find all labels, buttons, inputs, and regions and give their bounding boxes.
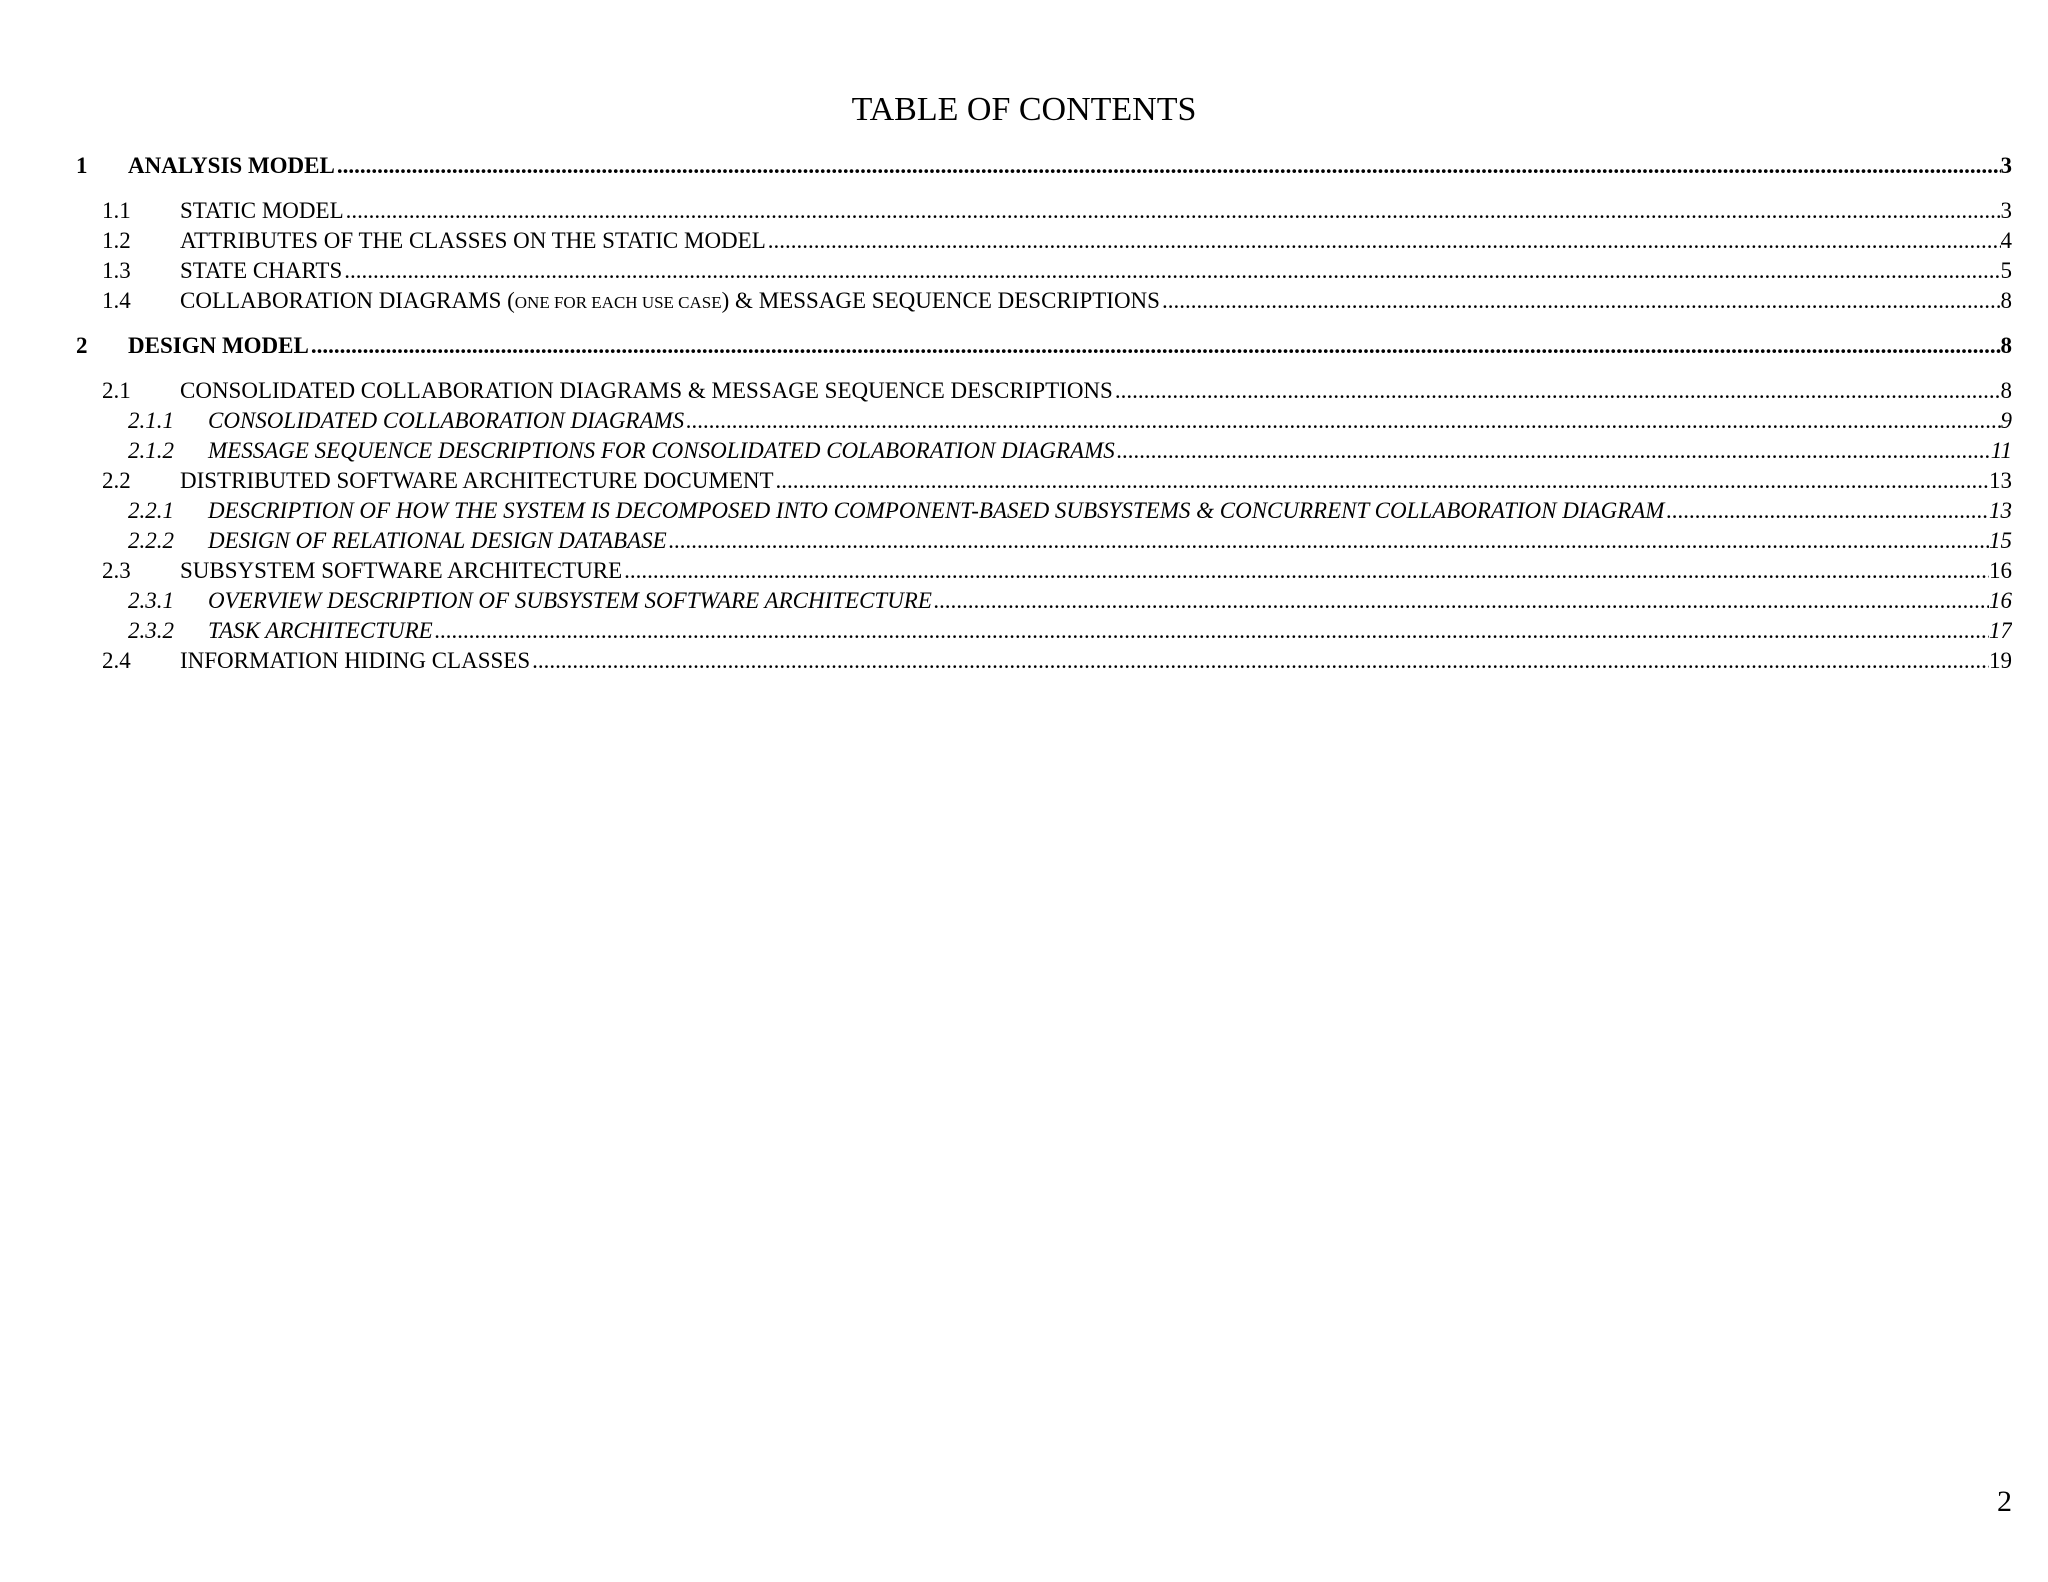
toc-entry-2-4[interactable] xyxy=(102,646,2012,676)
toc-entry-title-part: COLLABORATION DIAGRAMS ( xyxy=(180,288,515,313)
toc-entry-number: 2 xyxy=(76,333,88,358)
toc-entry-title: CONSOLIDATED COLLABORATION DIAGRAMS & MESSAGE SEQUENCE DESCRIPTIONS xyxy=(180,378,1113,403)
toc-entry-2[interactable] xyxy=(76,331,2012,361)
toc-entry-page: 16 xyxy=(1989,558,2012,583)
toc-leader-dots xyxy=(309,331,2001,361)
toc-entry-title: DISTRIBUTED SOFTWARE ARCHITECTURE DOCUMENT xyxy=(180,468,774,493)
toc-entry-1[interactable] xyxy=(76,151,2012,181)
toc-entry-page: 3 xyxy=(2000,153,2012,178)
toc-entry-2-3-2[interactable] xyxy=(128,616,2012,646)
toc-leader-dots xyxy=(932,586,1989,616)
toc-leader-dots xyxy=(1113,376,2001,406)
toc-entry-number: 2.1.2 xyxy=(128,438,174,463)
toc-entry-number: 1.1 xyxy=(102,198,131,223)
toc-entry-page: 3 xyxy=(2000,198,2012,223)
toc-entry-page: 16 xyxy=(1989,588,2012,613)
toc-entry-title: MESSAGE SEQUENCE DESCRIPTIONS FOR CONSOLIDATED COLABORATION DIAGRAMS xyxy=(208,438,1115,463)
toc-entry-page: 9 xyxy=(2000,408,2012,433)
toc-leader-dots xyxy=(667,526,1989,556)
toc-leader-dots xyxy=(344,196,2001,226)
toc-entry-page: 19 xyxy=(1989,648,2012,673)
toc-entry-number: 2.3 xyxy=(102,558,131,583)
toc-leader-dots xyxy=(1160,286,2001,316)
toc-entry-1-1[interactable] xyxy=(102,196,2012,226)
toc-entry-number: 2.1.1 xyxy=(128,408,174,433)
toc-entry-title: CONSOLIDATED COLLABORATION DIAGRAMS xyxy=(208,408,685,433)
toc-entry-number: 2.2.1 xyxy=(128,498,174,523)
toc-entry-title: INFORMATION HIDING CLASSES xyxy=(180,648,531,673)
toc-leader-dots xyxy=(530,646,1989,676)
toc-entry-title: TASK ARCHITECTURE xyxy=(208,618,433,643)
toc-entry-number: 1 xyxy=(76,153,88,178)
toc-entry-page: 15 xyxy=(1989,528,2012,553)
toc-entry-page: 8 xyxy=(2000,333,2012,358)
toc-entry-title xyxy=(180,286,1160,316)
toc-entry-2-3[interactable] xyxy=(102,556,2012,586)
toc-leader-dots xyxy=(774,466,1989,496)
toc-entry-page: 11 xyxy=(1990,438,2012,463)
toc-entry-title: ANALYSIS MODEL xyxy=(128,153,335,178)
toc-entry-2-2-1[interactable] xyxy=(128,496,2012,526)
toc-entry-title: STATE CHARTS xyxy=(180,258,343,283)
page-title: TABLE OF CONTENTS xyxy=(851,91,1197,128)
toc-entry-1-2[interactable] xyxy=(102,226,2012,256)
toc-entry-number: 2.2 xyxy=(102,468,131,493)
toc-entry-1-3[interactable] xyxy=(102,256,2012,286)
toc-entry-title: SUBSYSTEM SOFTWARE ARCHITECTURE xyxy=(180,558,623,583)
toc-entry-2-1-2[interactable] xyxy=(128,436,2012,466)
toc-entry-number: 2.2.2 xyxy=(128,528,174,553)
toc-leader-dots xyxy=(684,406,2000,436)
toc-leader-dots xyxy=(335,151,2001,181)
toc-leader-dots xyxy=(1664,496,1989,526)
toc-leader-dots xyxy=(622,556,1989,586)
toc-entry-title-part: ) & MESSAGE SEQUENCE DESCRIPTIONS xyxy=(721,288,1160,313)
toc-leader-dots xyxy=(1115,436,1991,466)
toc-entry-title-smallcaps: ONE FOR EACH USE CASE xyxy=(514,293,722,312)
toc-entry-number: 2.1 xyxy=(102,378,131,403)
toc-entry-page: 8 xyxy=(2000,288,2012,313)
toc-entry-2-3-1[interactable] xyxy=(128,586,2012,616)
toc-entry-2-2[interactable] xyxy=(102,466,2012,496)
toc-entry-2-1[interactable] xyxy=(102,376,2012,406)
toc-entry-number: 1.2 xyxy=(102,228,131,253)
toc-entry-page: 13 xyxy=(1989,498,2012,523)
toc-entry-number: 2.3.1 xyxy=(128,588,174,613)
toc-entry-title: DESCRIPTION OF HOW THE SYSTEM IS DECOMPOSED INTO COMPONENT-BASED SUBSYSTEMS & CONCURRENT COLLABORATION DIAGRAM xyxy=(208,498,1665,523)
toc-entry-2-1-1[interactable] xyxy=(128,406,2012,436)
toc-entry-1-4[interactable] xyxy=(102,286,2012,316)
toc-entry-page: 13 xyxy=(1989,468,2012,493)
toc-entry-title: DESIGN MODEL xyxy=(128,333,309,358)
toc-entry-number: 1.4 xyxy=(102,288,131,313)
page-number: 2 xyxy=(1997,1485,2012,1518)
toc-entry-number: 1.3 xyxy=(102,258,131,283)
toc-entry-title: STATIC MODEL xyxy=(180,198,344,223)
toc-entry-number: 2.3.2 xyxy=(128,618,174,643)
toc-entry-page: 8 xyxy=(2000,378,2012,403)
toc-leader-dots xyxy=(766,226,2001,256)
toc-entry-title: ATTRIBUTES OF THE CLASSES ON THE STATIC MODEL xyxy=(180,228,766,253)
toc-entry-page: 5 xyxy=(2000,258,2012,283)
toc-entry-title: DESIGN OF RELATIONAL DESIGN DATABASE xyxy=(208,528,667,553)
toc-leader-dots xyxy=(433,616,1989,646)
toc-entry-number: 2.4 xyxy=(102,648,131,673)
toc-entry-title: OVERVIEW DESCRIPTION OF SUBSYSTEM SOFTWARE ARCHITECTURE xyxy=(208,588,932,613)
toc-entry-page: 17 xyxy=(1989,618,2012,643)
toc-leader-dots xyxy=(342,256,2000,286)
toc-entry-page: 4 xyxy=(2000,228,2012,253)
toc-entry-2-2-2[interactable] xyxy=(128,526,2012,556)
